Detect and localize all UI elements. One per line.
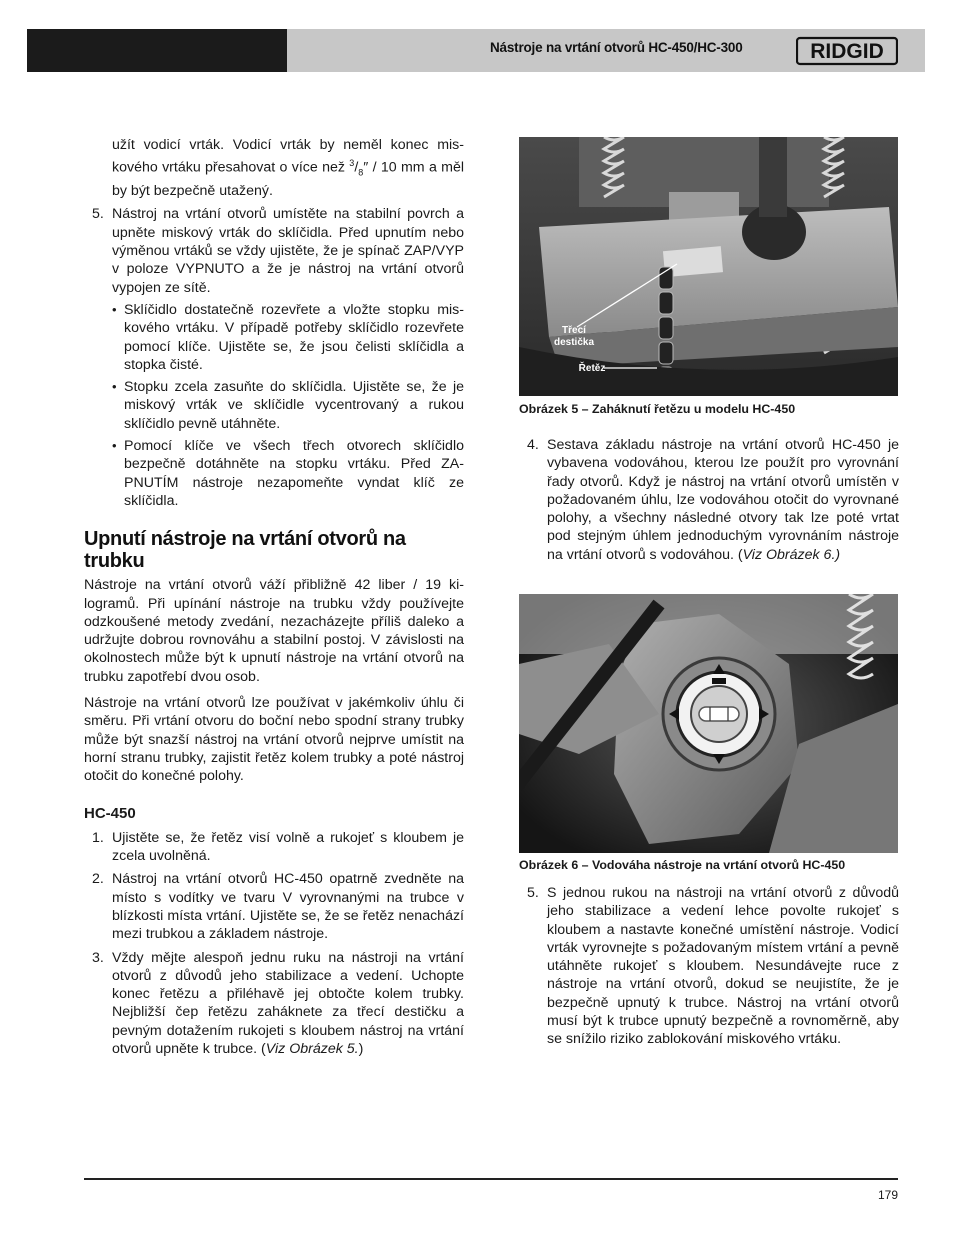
- subheading: HC-450: [84, 805, 136, 823]
- list-text-a: Sestava základu nástroje na vrtání otvorů HC-450 je vybavena vodováhou, kterou lze použít pro vyrovnání řady otvorů. Když je nástroj na vrtání otvorů umístěn v požadovaném úhlu, lze vodováhou otočit do vyrovnané polohy, a všechny následné otvory tak lze poté vrtat pod stejným úhlem jednoduchým vyrovnáním nástroje na vrtání otvorů s vodováhou. (: [547, 437, 899, 563]
- bullet-text: Stopku zcela zasuňte do sklíčidla. Ujistěte se, že je miskový vrták ve sklíčidle vycentrovaný a rukou sklíčidlo pevně utáhněte.: [124, 379, 464, 432]
- bullet-item: [84, 378, 464, 433]
- list-text: S jednou rukou na nástroji na vrtání otvorů z důvodů jeho stabilizace a vedení lehce povolte rukojeť s kloubem a nastavte konečné umístění nástroje. Vodicí vrták vyrovnejte s požadovaným místem vrtání a pevně utáhněte rukojeť s kloubem. Nesundávejte ruce z nástroje na vrtání otvorů, dokud se neujistíte, že je bezpečně upnutý k trubce. Nástroj na vrtání otvorů musí být k trubce upnutý bezpečně a rovnoměrně, aby se snížilo riziko zablokování miskového vrtáku.: [547, 885, 899, 1048]
- intro-continuation: užít vodicí vrták. Vodicí vrták by neměl konec miskového vrtáku přesahovat o více než $^3/_8'' / 10$ mm a měl by být bezpečně utažený.: [112, 137, 465, 200]
- intro-text-a: užít vodicí vrták. Vodicí vrták by neměl konec miskového vrtáku přesahovat o více než: [112, 137, 464, 177]
- list-number: 5.: [527, 885, 539, 901]
- list-text-a: Vždy mějte alespoň jednu ruku na nástroji na vrtání otvorů z důvodů jeho stabilizace a vedení. Uchopte konec řetězu a přiléhavě jej obtočte kolem trubky. Nejbližší čep řetězu zaháknete za třecí destičku a pevným dotažením rukojeti s kloubem nástroj na vrtání otvorů upněte k trubce. (: [112, 949, 464, 1058]
- bullet-icon: •: [112, 379, 117, 395]
- figure-reference: Viz Obrázek 5.: [265, 1041, 359, 1058]
- list-text: Ujistěte se, že řetěz visí volně a rukojeť s kloubem je zcela uvolněná.: [112, 829, 464, 865]
- bullet-text: Sklíčidlo dostatečně rozevřete a vložte stopku miskového vrtáku. V případě potřeby sklíčidlo rozevřete pomocí klíče. Ujistěte se, že jsou čelisti sklíčidla a stopka čisté.: [124, 301, 464, 373]
- figure-5-caption: Obrázek 5 – Zaháknutí řetězu u modelu HC-450: [519, 402, 796, 416]
- level-photo-illustration: [519, 594, 898, 853]
- ridgid-logo: [796, 36, 898, 66]
- label-friction-plate-a: Třecí: [562, 325, 586, 336]
- list-number: 2.: [92, 871, 104, 888]
- fraction-numerator: 3: [349, 158, 355, 169]
- list-text-b: ): [358, 1041, 364, 1058]
- bullet-text: Pomocí klíče ve všech třech otvorech sklíčidlo bezpečně dotáhněte na stopku vrtáku. Před ZAPNUTÍM nástroje nezapomeňte vyndat klíč ze sklíčidla.: [124, 438, 464, 509]
- list-text: Nástroj na vrtání otvorů HC-450 opatrně zvedněte na místo s vodítky ve tvaru V vyrovnanými na trubce v blízkosti místa vrtání. Ujistěte se, že se řetěz nenachází mezi trubkou a základem nástroje.: [112, 871, 464, 943]
- bullet-item: [84, 301, 464, 374]
- list-number: 5.: [92, 206, 104, 223]
- chain-photo-illustration: [519, 137, 898, 396]
- label-friction-plate-b: destička: [553, 337, 595, 348]
- list-item-4: [519, 436, 899, 564]
- page-number: 179: [878, 1188, 899, 1202]
- paragraph: Nástroje na vrtání otvorů lze používat v jakémkoliv úhlu či směru. Při vrtání otvoru do boční nebo spodní strany trubky může být snazší nástroj na vrtání otvorů nejprve umístit na horní stranu trubky, zajistit řetěz kolem trubky a poté nástroj otočit do konečné polohy.: [84, 694, 464, 785]
- bullet-icon: •: [112, 438, 117, 454]
- list-number: 1.: [92, 829, 104, 846]
- list-item-3: [84, 949, 464, 1059]
- list-text: Nástroj na vrtání otvorů umístěte na stabilní povrch a upněte miskový vrták do sklíčidla. Před upnutím nebo výměnou vrtáků se vždy ujistěte, že je spínač ZAP/VYP v poloze VYPNUTO a že je nástroj na vrtání otvorů vypojen ze sítě.: [112, 206, 464, 296]
- section-heading: Upnutí nástroje na vrtání otvorů na trubku: [84, 528, 406, 573]
- right-column-bottom: [519, 884, 899, 1049]
- figure-reference: Viz Obrázek 6.): [742, 546, 841, 563]
- bullet-icon: •: [112, 301, 117, 317]
- list-number: 3.: [92, 949, 104, 966]
- list-item-1: [84, 829, 464, 866]
- list-number: 4.: [527, 437, 539, 453]
- header-title: Nástroje na vrtání otvorů HC-450/HC-300: [490, 40, 743, 55]
- left-column: [84, 136, 464, 1058]
- footer-divider: [84, 1178, 898, 1180]
- fraction-denominator: 8: [358, 167, 364, 178]
- list-text: [547, 436, 899, 564]
- figure-6-caption: Obrázek 6 – Vodováha nástroje na vrtání otvorů HC-450: [519, 858, 846, 872]
- right-column-top: [519, 436, 899, 564]
- bullet-item: [84, 437, 464, 510]
- figure-5-photo: [519, 137, 898, 396]
- intro-text-b: ″ / 10 mm a měl by být bezpečně utažený.: [112, 160, 465, 200]
- list-item-5: [519, 884, 899, 1049]
- list-text: [112, 949, 464, 1059]
- label-chain: Řetěz: [578, 363, 606, 374]
- header-black-bar: [27, 29, 287, 72]
- figure-6-photo: [519, 594, 898, 853]
- list-item-2: [84, 870, 464, 943]
- list-item-5: [84, 205, 464, 296]
- paragraph: Nástroje na vrtání otvorů váží přibližně 42 liber / 19 kilogramů. Při upínání nástroje na trubku vždy používejte odzkoušené metody zvedání, nezacházejte příliš daleko a udržujte dobrou rovnováhu a stabilní postoj. V závislosti na okolnostech může být k upnutí nástroje na vrtání otvorů na trubku zapotřebí dvou osob.: [84, 577, 464, 685]
- logo-text: RIDGID: [810, 40, 884, 63]
